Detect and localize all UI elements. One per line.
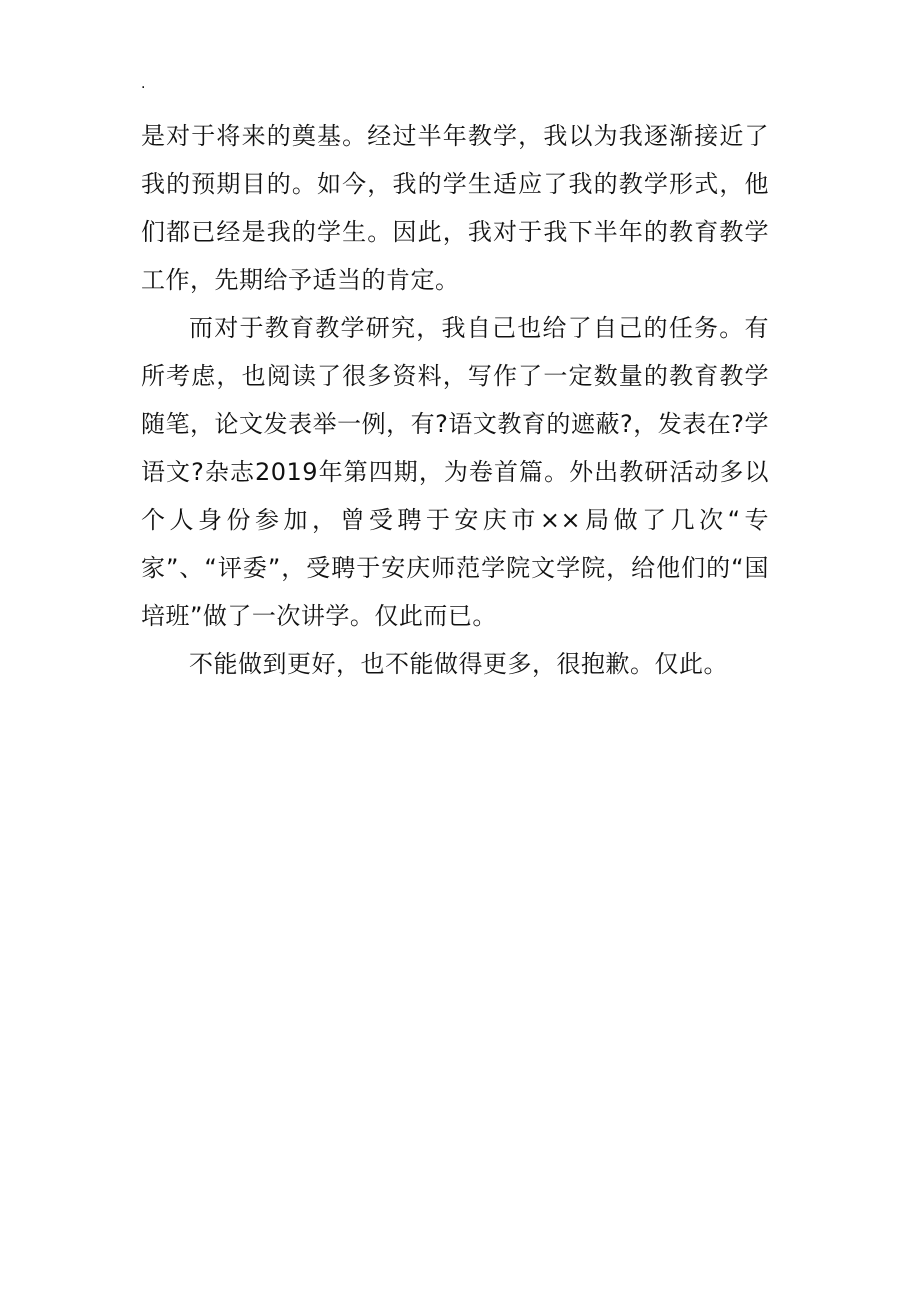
document-body <box>141 112 769 688</box>
header-marker: . <box>141 76 146 92</box>
paragraph-closing: 不能做到更好，也不能做得更多，很抱歉。仅此。 <box>189 650 728 678</box>
paragraph-continuation: 是对于将来的奠基。经过半年教学，我以为我逐渐接近了我的预期目的。如今，我的学生适应了我的教学形式，他们都已经是我的学生。因此，我对于我下半年的教育教学工作，先期给予适当的肯定。 <box>141 122 769 294</box>
paragraph-research: 而对于教育教学研究，我自己也给了自己的任务。有所考虑，也阅读了很多资料，写作了一定数量的教育教学随笔，论文发表举一例，有?语文教育的遮蔽?，发表在?学语文?杂志2019年第四期，为卷首篇。外出教研活动多以个人身份参加，曾受聘于安庆市××局做了几次“专家”、“评委”，受聘于安庆师范学院文学院，给他们的“国培班”做了一次讲学。仅此而已。 <box>141 314 769 630</box>
